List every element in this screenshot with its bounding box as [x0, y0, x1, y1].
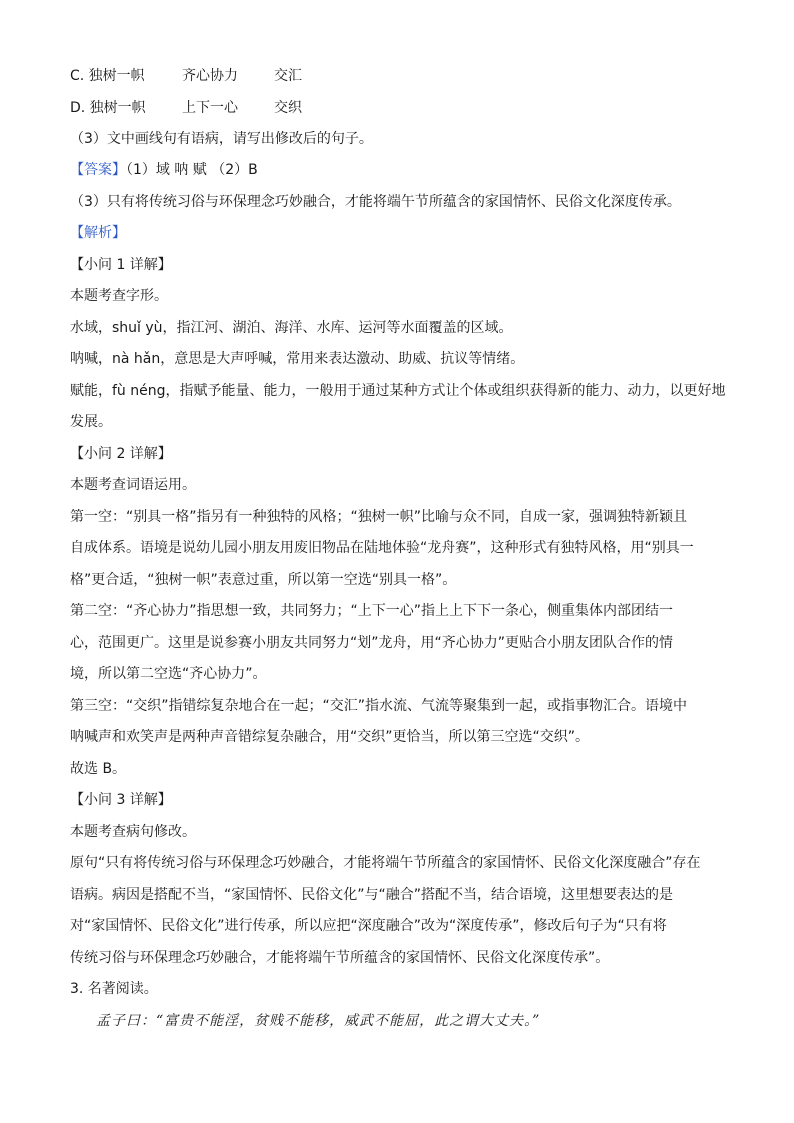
sub3-p1-line-4: 传统习俗与环保理念巧妙融合，才能将端午节所蕴含的家国情怀、民俗文化深度传承”。	[70, 950, 610, 966]
sub2-conclusion: 故选 B。	[70, 761, 127, 777]
sub2-p2-line-3: 境，所以第二空选“齐心协力”。	[70, 666, 267, 682]
sub1-line-2: 呐喊，nà hǎn，意思是大声呼喊，常用来表达激动、助威、抗议等情绪。	[70, 351, 525, 367]
sub2-p2-line-1: 第二空：“齐心协力”指思想一致，共同努力；“上下一心”指上上下下一条心，侧重集体内部团结一	[70, 603, 674, 619]
sub2-p1-line-2: 自成体系。语境是说幼儿园小朋友用废旧物品在陆地体验“龙舟赛”，这种形式有独特风格，用“别具一	[70, 540, 694, 556]
option-c-word2: 齐心协力	[182, 68, 238, 84]
answer-line-1	[70, 160, 730, 180]
sub1-line-3: 赋能，fù néng，指赋予能量、能力，一般用于通过某种方式让个体或组织获得新的能力、动力，以更好地	[70, 383, 726, 399]
sub2-p3-line-1: 第三空：“交织”指错综复杂地合在一起；“交汇”指水流、气流等聚集到一起，或指事物汇合。语境中	[70, 698, 688, 714]
answer-tag: 【答案】	[70, 162, 126, 178]
answer-text-1: （1）域 呐 赋 （2）B	[126, 162, 258, 178]
option-d-label: D. 独树一帜	[70, 100, 146, 116]
sub3-heading: 【小问 3 详解】	[70, 792, 172, 808]
option-d-word2: 上下一心	[182, 100, 238, 116]
sub2-p3-line-2: 呐喊声和欢笑声是两种声音错综复杂融合，用“交织”更恰当，所以第三空选“交织”。	[70, 729, 590, 745]
question-4-title: 3. 名著阅读。	[70, 981, 158, 997]
question-3-prompt: （3）文中画线句有语病，请写出修改后的句子。	[70, 131, 373, 147]
sub3-p1-line-2: 语病。病因是搭配不当，“家国情怀、民俗文化”与“融合”搭配不当，结合语境，这里想要表达的是	[70, 887, 674, 903]
sub2-p1-line-3: 格”更合适，“独树一帜”表意过重，所以第一空选“别具一格”。	[70, 572, 457, 588]
sub3-p1-line-1: 原句“只有将传统习俗与环保理念巧妙融合，才能将端午节所蕴含的家国情怀、民俗文化深度融合”存在	[70, 855, 701, 871]
sub2-intro: 本题考查词语运用。	[70, 477, 196, 493]
sub1-line-1: 水域，shuǐ yù，指江河、湖泊、海洋、水库、运河等水面覆盖的区域。	[70, 320, 513, 336]
sub1-heading: 【小问 1 详解】	[70, 257, 172, 273]
option-c	[70, 66, 730, 86]
sub3-p1-line-3: 对“家国情怀、民俗文化”进行传承，所以应把“深度融合”改为“深度传承”，修改后句子为“只有将	[70, 918, 667, 934]
analysis-tag: 【解析】	[70, 225, 126, 241]
mencius-quote: 孟子曰：“富贵不能淫，贫贱不能移，威武不能屈，此之谓大丈夫。”	[96, 1013, 541, 1029]
sub1-line-4: 发展。	[70, 414, 112, 430]
option-c-word3: 交汇	[274, 68, 302, 84]
sub2-heading: 【小问 2 详解】	[70, 446, 172, 462]
option-c-label: C. 独树一帜	[70, 68, 145, 84]
option-d-word3: 交织	[274, 100, 302, 116]
sub3-intro: 本题考查病句修改。	[70, 824, 196, 840]
sub1-intro: 本题考查字形。	[70, 288, 168, 304]
sub2-p2-line-2: 心，范围更广。这里是说参赛小朋友共同努力“划”龙舟，用“齐心协力”更贴合小朋友团队合作的情	[70, 635, 674, 651]
sub2-p1-line-1: 第一空：“别具一格”指另有一种独特的风格；“独树一帜”比喻与众不同，自成一家，强调独特新颖且	[70, 509, 688, 525]
answer-line-2: （3）只有将传统习俗与环保理念巧妙融合，才能将端午节所蕴含的家国情怀、民俗文化深度传承。	[70, 194, 681, 210]
option-d	[70, 98, 730, 118]
